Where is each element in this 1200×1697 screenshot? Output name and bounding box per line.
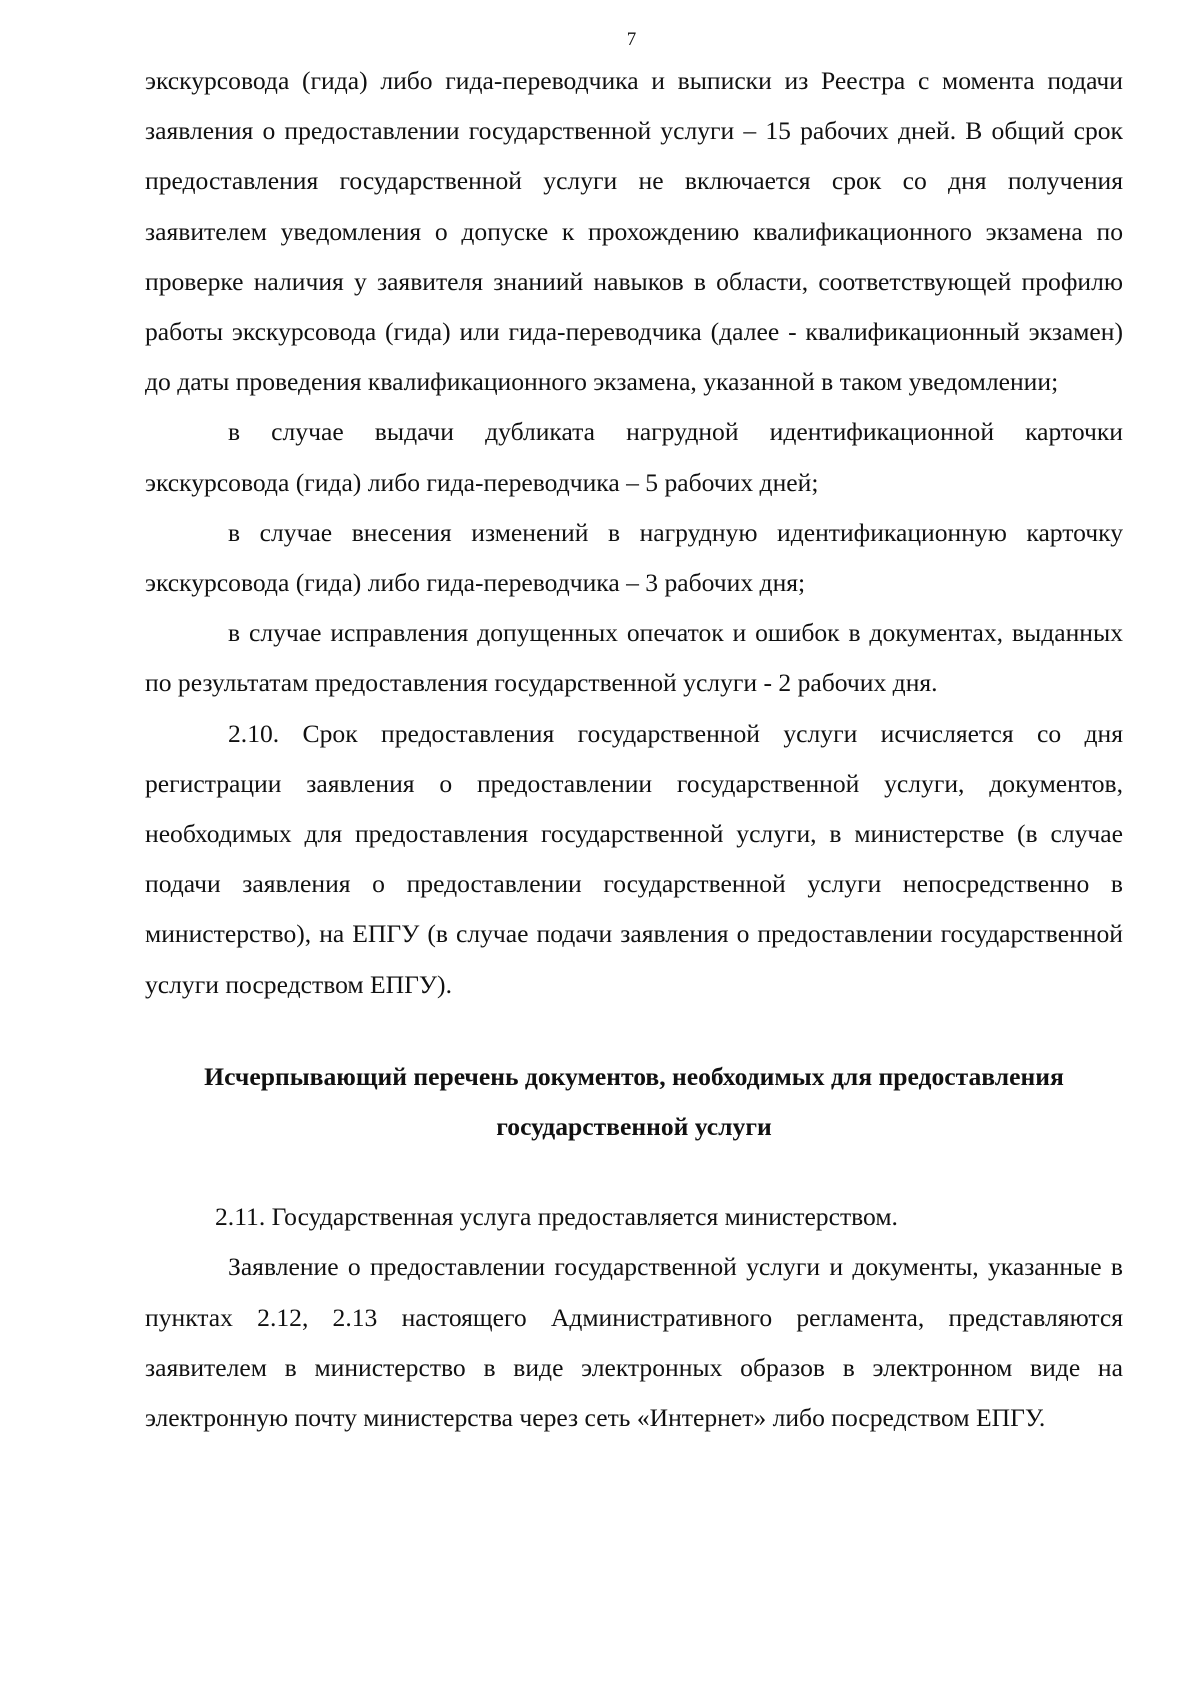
document-page bbox=[145, 26, 1123, 1443]
paragraph-duplicate-term: в случае выдачи дубликата нагрудной идентификационной карточки экскурсовода (гида) либо гида-переводчика – 5 рабочих дней; bbox=[145, 417, 1123, 497]
paragraph-exam-term: экскурсовода (гида) либо гида-переводчика и выписки из Реестра с момента подачи заявления о предоставлении государственной услуги – 15 рабочих дней. В общий срок предоставления государственной услуги не включается срок со дня получения заявителем уведомления о допуске к прохождению квалификационного экзамена по проверке наличия у заявителя знаниий навыков в области, соответствующей профилю работы экскурсовода (гида) или гида-переводчика (далее - квалификационный экзамен) до даты проведения квалификационного экзамена, указанной в таком уведомлении; bbox=[145, 66, 1123, 397]
paragraph-2-11: 2.11. Государственная услуга предоставляется министерством. bbox=[215, 1202, 898, 1232]
paragraph-changes-term: в случае внесения изменений в нагрудную идентификационную карточку экскурсовода (гида) либо гида-переводчика – 3 рабочих дня; bbox=[145, 517, 1123, 598]
spacer bbox=[145, 1010, 1123, 1052]
spacer bbox=[145, 1152, 1123, 1192]
page-number: 7 bbox=[626, 29, 637, 50]
section-heading-line-2: государственной услуги bbox=[496, 1112, 772, 1142]
paragraph-corrections-term: в случае исправления допущенных опечаток и ошибок в документах, выданных по результатам предоставления государственной услуги - 2 рабочих дня. bbox=[145, 618, 1123, 698]
section-heading-line-1: Исчерпывающий перечень документов, необходимых для предоставления bbox=[204, 1061, 1064, 1091]
paragraph-2-10: 2.10. Срок предоставления государственной услуги исчисляется со дня регистрации заявления о предоставлении государственной услуги, документов, необходимых для предоставления государственной услуги, в министерстве (в случае подачи заявления о предоставлении государственной услуги непосредственно в министерство), на ЕПГУ (в случае подачи заявления о предоставлении государственной услуги посредством ЕПГУ). bbox=[145, 718, 1123, 999]
paragraph-application-submission: Заявление о предоставлении государственной услуги и документы, указанные в пунктах 2.12, 2.13 настоящего Административного регламента, представляются заявителем в министерство в виде электронных образов в электронном виде на электронную почту министерства через сеть «Интернет» либо посредством ЕПГУ. bbox=[145, 1252, 1123, 1433]
